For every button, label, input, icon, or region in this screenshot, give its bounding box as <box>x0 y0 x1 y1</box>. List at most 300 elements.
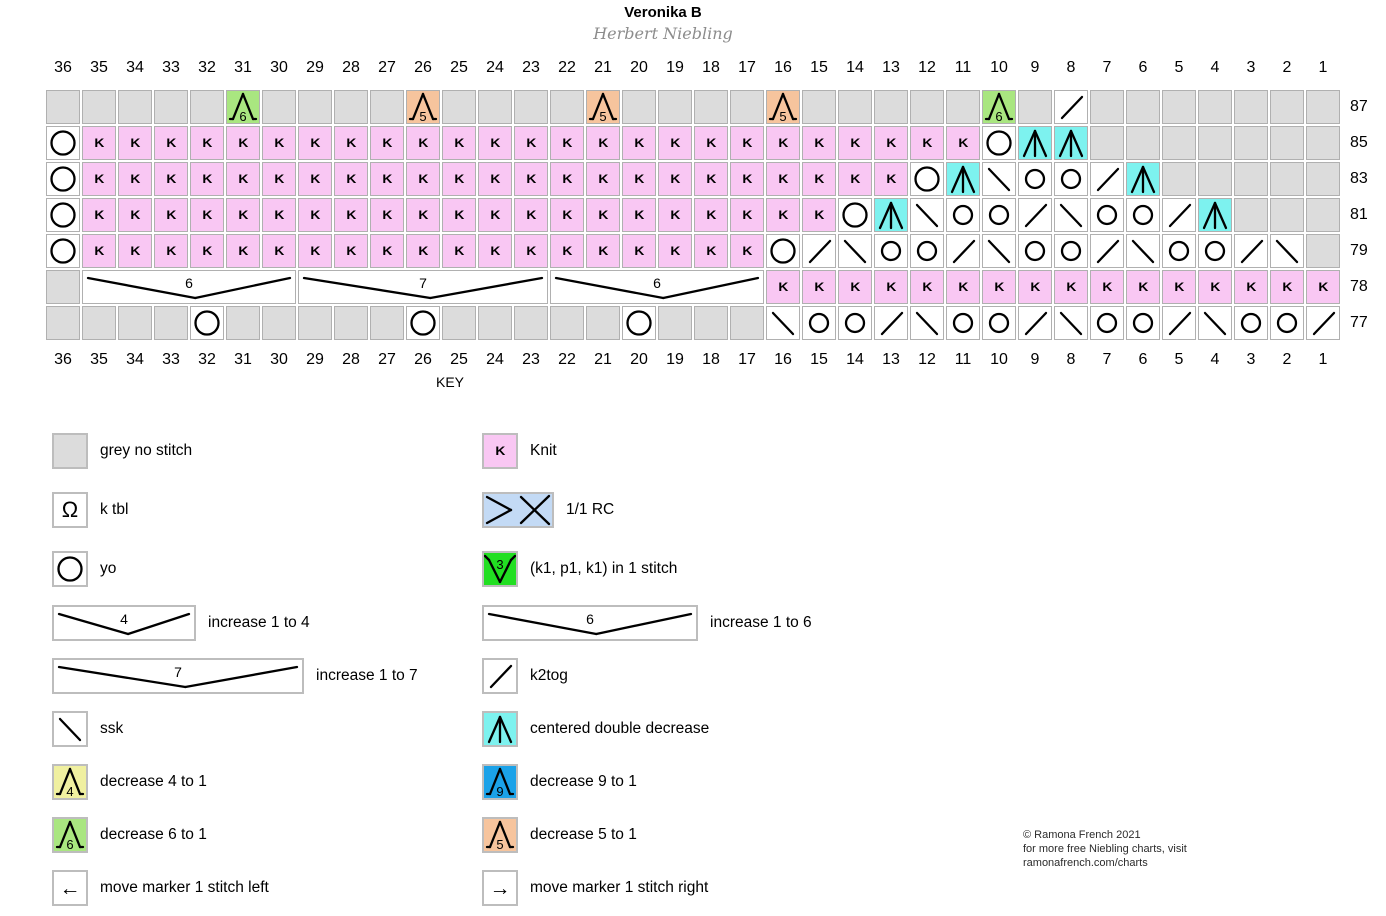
chart-cell-o <box>838 306 872 340</box>
chart-cell-k <box>694 198 728 232</box>
chart-cell-k <box>622 162 656 196</box>
legend-label: decrease 5 to 1 <box>530 826 637 843</box>
chart-cell-k <box>658 234 692 268</box>
chart-cell-o <box>802 306 836 340</box>
chart-cell-g <box>190 90 224 124</box>
column-number: 30 <box>270 59 288 76</box>
column-number: 20 <box>630 351 648 368</box>
knit-icon: K <box>382 136 392 150</box>
chart-cell-k <box>838 126 872 160</box>
column-number: 1 <box>1318 351 1328 368</box>
column-number: 5 <box>1174 351 1184 368</box>
yo-icon <box>839 307 871 339</box>
knit-icon: K <box>346 244 356 258</box>
ssk-icon <box>983 235 1015 267</box>
knit-icon: K <box>778 172 788 186</box>
knit-icon: K <box>994 280 1004 294</box>
knit-icon: K <box>670 136 680 150</box>
chart-cell-k2tog <box>874 306 908 340</box>
legend-label: Knit <box>530 442 557 459</box>
chart-cell-g <box>226 306 260 340</box>
chart-cell-o <box>1054 162 1088 196</box>
legend-item <box>482 711 709 747</box>
chart-cell-o <box>1018 162 1052 196</box>
chart-cell-k2tog <box>1162 306 1196 340</box>
svg-text:5: 5 <box>779 109 787 123</box>
chart-cell-k <box>514 198 548 232</box>
chart-cell-d5 <box>766 90 800 124</box>
chart-cell-k <box>1054 270 1088 304</box>
chart-cell-k2tog <box>1090 162 1124 196</box>
chart-cell-Y <box>46 198 80 232</box>
knit-icon: K <box>670 172 680 186</box>
knit-icon: K <box>814 208 824 222</box>
column-number: 22 <box>558 351 576 368</box>
column-number: 13 <box>882 59 900 76</box>
chart-cell-k <box>154 234 188 268</box>
knit-icon: K <box>274 208 284 222</box>
knit-icon: K <box>670 208 680 222</box>
column-number: 16 <box>774 59 792 76</box>
chart-cell-inc <box>82 270 296 304</box>
legend-label: move marker 1 stitch right <box>530 879 709 896</box>
yo-icon <box>1019 163 1051 195</box>
chart-cell-cdd <box>1198 198 1232 232</box>
knit-icon: K <box>526 244 536 258</box>
chart-author: Herbert Niebling <box>593 24 733 43</box>
chart-cell-k <box>910 126 944 160</box>
knit-icon: K <box>526 136 536 150</box>
chart-cell-cdd <box>1126 162 1160 196</box>
decrease-5-icon <box>407 91 439 123</box>
knit-icon: K <box>598 208 608 222</box>
chart-cell-k <box>82 198 116 232</box>
chart-cell-k <box>190 126 224 160</box>
legend-symbol-d6 <box>52 817 88 853</box>
chart-cell-k2tog <box>802 234 836 268</box>
chart-cell-g <box>1270 198 1304 232</box>
knit-icon: K <box>490 136 500 150</box>
chart-cell-k2tog <box>1018 198 1052 232</box>
chart-cell-g <box>298 90 332 124</box>
chart-cell-g <box>1306 126 1340 160</box>
chart-cell-g <box>730 306 764 340</box>
knit-icon: K <box>310 208 320 222</box>
chart-cell-k <box>406 126 440 160</box>
chart-cell-g <box>370 306 404 340</box>
chart-cell-k <box>118 162 152 196</box>
ssk-icon <box>767 307 799 339</box>
chart-cell-g <box>1234 162 1268 196</box>
key-heading: KEY <box>435 374 464 390</box>
chart-cell-k <box>802 126 836 160</box>
column-number: 3 <box>1246 351 1256 368</box>
chart-cell-g <box>1234 198 1268 232</box>
knit-icon: K <box>634 172 644 186</box>
legend-item <box>482 817 637 853</box>
legend-symbol-rc <box>482 492 554 528</box>
k2tog-icon <box>1235 235 1267 267</box>
chart-cell-g <box>1306 90 1340 124</box>
knit-icon: K <box>1282 280 1292 294</box>
chart-cell-g <box>1162 90 1196 124</box>
chart-cell-k <box>730 234 764 268</box>
column-number: 4 <box>1210 59 1220 76</box>
chart-cell-k <box>298 234 332 268</box>
legend-label: increase 1 to 6 <box>710 614 812 631</box>
column-number: 23 <box>522 351 540 368</box>
chart-cell-k <box>766 270 800 304</box>
legend-symbol-ktbl <box>52 492 88 528</box>
chart-cell-k <box>514 126 548 160</box>
knit-icon: K <box>1138 280 1148 294</box>
row-number: 85 <box>1350 134 1368 151</box>
legend-symbol-d4 <box>52 764 88 800</box>
chart-cell-g <box>658 306 692 340</box>
knit-icon: K <box>1066 280 1076 294</box>
chart-cell-k <box>370 126 404 160</box>
chart-cell-k <box>442 126 476 160</box>
column-number: 16 <box>774 351 792 368</box>
knit-icon: K <box>562 136 572 150</box>
yo-icon <box>1235 307 1267 339</box>
knit-icon: K <box>1318 280 1328 294</box>
chart-cell-g <box>910 90 944 124</box>
knit-icon: K <box>850 136 860 150</box>
svg-text:9: 9 <box>496 784 504 798</box>
cable-1-1-rc-icon <box>484 494 552 526</box>
knit-icon: K <box>94 244 104 258</box>
knit-icon: K <box>670 244 680 258</box>
copyright-note <box>1023 828 1187 870</box>
chart-cell-k <box>262 198 296 232</box>
yo-icon <box>54 553 86 585</box>
chart-cell-o <box>1234 306 1268 340</box>
chart-cell-Y <box>46 234 80 268</box>
knit-icon: K <box>598 136 608 150</box>
centered-double-decrease-icon <box>1127 163 1159 195</box>
knit-icon: K <box>922 136 932 150</box>
yo-icon <box>47 163 79 195</box>
knit-icon: K <box>382 244 392 258</box>
yo-icon <box>875 235 907 267</box>
legend-symbol-inc <box>52 658 304 694</box>
column-number: 6 <box>1138 351 1148 368</box>
chart-cell-g <box>46 90 80 124</box>
chart-cell-g <box>46 270 80 304</box>
chart-cell-k <box>298 162 332 196</box>
chart-cell-k <box>406 234 440 268</box>
knit-icon: K <box>1030 280 1040 294</box>
yo-icon <box>407 307 439 339</box>
chart-cell-d5 <box>406 90 440 124</box>
chart-cell-g <box>550 90 584 124</box>
chart-cell-k2tog <box>1234 234 1268 268</box>
legend-symbol-d9 <box>482 764 518 800</box>
k2tog-icon <box>947 235 979 267</box>
legend-symbol-inc <box>482 605 698 641</box>
centered-double-decrease-icon <box>875 199 907 231</box>
decrease-5-icon <box>587 91 619 123</box>
legend-item <box>482 492 614 528</box>
knit-icon: K <box>274 244 284 258</box>
knit-icon: K <box>958 280 968 294</box>
chart-cell-k <box>622 198 656 232</box>
knit-icon: K <box>706 136 716 150</box>
centered-double-decrease-icon <box>484 713 516 745</box>
knit-icon: K <box>166 136 176 150</box>
decrease-5-icon <box>767 91 799 123</box>
yo-icon <box>1091 307 1123 339</box>
column-number: 32 <box>198 351 216 368</box>
knit-icon: K <box>382 208 392 222</box>
column-number: 29 <box>306 351 324 368</box>
chart-cell-k <box>694 126 728 160</box>
column-number: 9 <box>1030 351 1040 368</box>
chart-cell-ssk <box>982 162 1016 196</box>
legend-item <box>482 870 708 906</box>
row-number: 78 <box>1350 278 1368 295</box>
chart-cell-o <box>1162 234 1196 268</box>
chart-cell-k <box>370 234 404 268</box>
k1p1k1-icon <box>484 553 516 585</box>
chart-cell-g <box>694 90 728 124</box>
legend-label: ssk <box>100 720 124 737</box>
chart-cell-ssk <box>1270 234 1304 268</box>
decrease-9-icon <box>484 766 516 798</box>
knit-icon: K <box>634 136 644 150</box>
chart-cell-g <box>874 90 908 124</box>
ssk-icon <box>54 713 86 745</box>
chart-cell-g <box>802 90 836 124</box>
yo-icon <box>1127 199 1159 231</box>
column-number: 21 <box>594 59 612 76</box>
arrow-right-icon: → <box>489 876 511 900</box>
knit-icon: K <box>166 172 176 186</box>
centered-double-decrease-icon <box>1199 199 1231 231</box>
column-number: 7 <box>1102 59 1112 76</box>
chart-cell-g <box>442 90 476 124</box>
chart-cell-k <box>118 198 152 232</box>
chart-cell-k <box>334 162 368 196</box>
arrow-left-icon: ← <box>59 876 81 900</box>
chart-cell-k <box>550 126 584 160</box>
chart-cell-g <box>1234 90 1268 124</box>
column-number: 2 <box>1282 59 1292 76</box>
column-number: 18 <box>702 59 720 76</box>
column-number: 9 <box>1030 59 1040 76</box>
chart-cell-g <box>1234 126 1268 160</box>
chart-cell-k <box>298 126 332 160</box>
legend-symbol-d5 <box>482 817 518 853</box>
chart-cell-o <box>982 306 1016 340</box>
legend-item <box>482 764 637 800</box>
chart-cell-k <box>154 198 188 232</box>
chart-cell-o <box>1270 306 1304 340</box>
column-number: 24 <box>486 351 504 368</box>
chart-cell-ssk <box>838 234 872 268</box>
k2tog-icon <box>1055 91 1087 123</box>
knit-icon: K <box>706 244 716 258</box>
knit-icon: K <box>418 172 428 186</box>
chart-cell-g <box>1198 126 1232 160</box>
yo-icon <box>767 235 799 267</box>
knit-icon: K <box>1246 280 1256 294</box>
column-number: 12 <box>918 59 936 76</box>
ssk-icon <box>911 307 943 339</box>
stitch-chart-grid <box>46 90 1340 340</box>
decrease-6-icon <box>983 91 1015 123</box>
chart-cell-k <box>370 198 404 232</box>
chart-cell-Y <box>46 162 80 196</box>
row-number: 83 <box>1350 170 1368 187</box>
knit-icon: K <box>814 172 824 186</box>
knit-icon: K <box>202 172 212 186</box>
chart-cell-Y <box>190 306 224 340</box>
ssk-icon <box>983 163 1015 195</box>
knit-icon: K <box>634 244 644 258</box>
knit-icon: K <box>1174 280 1184 294</box>
legend-symbol-Y <box>52 551 88 587</box>
chart-cell-Y <box>838 198 872 232</box>
chart-cell-g <box>838 90 872 124</box>
chart-cell-k <box>1198 270 1232 304</box>
yo-icon <box>1271 307 1303 339</box>
k2tog-icon <box>1163 307 1195 339</box>
yo-icon <box>911 163 943 195</box>
chart-cell-k <box>802 270 836 304</box>
chart-cell-g <box>514 306 548 340</box>
chart-cell-k <box>550 234 584 268</box>
svg-text:5: 5 <box>599 109 607 123</box>
yo-icon <box>1163 235 1195 267</box>
knit-icon: K <box>814 136 824 150</box>
chart-cell-inc <box>298 270 548 304</box>
chart-cell-k <box>226 162 260 196</box>
ssk-icon <box>1055 199 1087 231</box>
row-number: 81 <box>1350 206 1368 223</box>
legend-label: increase 1 to 7 <box>316 667 418 684</box>
column-number: 8 <box>1066 351 1076 368</box>
knit-icon: K <box>382 172 392 186</box>
chart-cell-g <box>1162 162 1196 196</box>
row-number: 87 <box>1350 98 1368 115</box>
increase-icon <box>85 271 293 303</box>
chart-cell-k <box>262 234 296 268</box>
chart-cell-g <box>334 306 368 340</box>
k-tbl-icon: Ω <box>61 497 79 522</box>
chart-cell-k <box>226 126 260 160</box>
column-number: 27 <box>378 59 396 76</box>
chart-cell-g <box>334 90 368 124</box>
chart-cell-k <box>1306 270 1340 304</box>
chart-cell-o <box>1126 198 1160 232</box>
chart-cell-k <box>730 198 764 232</box>
chart-cell-k <box>298 198 332 232</box>
ssk-icon <box>1055 307 1087 339</box>
chart-cell-k <box>478 126 512 160</box>
chart-cell-g <box>946 90 980 124</box>
column-number: 28 <box>342 351 360 368</box>
chart-cell-k <box>514 234 548 268</box>
legend-symbol-cdd <box>482 711 518 747</box>
knit-icon: K <box>778 280 788 294</box>
chart-cell-g <box>1090 126 1124 160</box>
column-number: 10 <box>990 351 1008 368</box>
column-number: 23 <box>522 59 540 76</box>
knit-icon: K <box>958 136 968 150</box>
chart-cell-Y <box>406 306 440 340</box>
chart-cell-g <box>154 90 188 124</box>
yo-icon <box>1127 307 1159 339</box>
column-number: 1 <box>1318 59 1328 76</box>
chart-cell-k2tog <box>1090 234 1124 268</box>
decrease-6-icon <box>227 91 259 123</box>
legend-symbol-k2tog <box>482 658 518 694</box>
chart-cell-g <box>1270 162 1304 196</box>
chart-cell-k <box>838 270 872 304</box>
column-number: 19 <box>666 351 684 368</box>
ssk-icon <box>911 199 943 231</box>
legend-item <box>52 551 116 587</box>
chart-cell-k <box>82 162 116 196</box>
yo-icon <box>47 199 79 231</box>
chart-cell-k <box>658 198 692 232</box>
knit-icon: K <box>130 208 140 222</box>
knit-icon: K <box>886 172 896 186</box>
knit-icon: K <box>130 172 140 186</box>
chart-cell-k <box>910 270 944 304</box>
chart-cell-g <box>658 90 692 124</box>
chart-cell-k <box>622 234 656 268</box>
chart-cell-g <box>1126 126 1160 160</box>
knit-icon: K <box>166 244 176 258</box>
chart-cell-o <box>1090 198 1124 232</box>
chart-cell-d5 <box>586 90 620 124</box>
legend-label: grey no stitch <box>100 442 193 459</box>
column-number: 6 <box>1138 59 1148 76</box>
chart-cell-k <box>586 198 620 232</box>
svg-text:4: 4 <box>66 784 74 798</box>
chart-cell-k <box>190 198 224 232</box>
knit-icon: K <box>1210 280 1220 294</box>
chart-cell-Y <box>982 126 1016 160</box>
knit-icon: K <box>562 172 572 186</box>
knit-icon: K <box>202 244 212 258</box>
knit-icon: K <box>562 208 572 222</box>
knit-icon: K <box>454 244 464 258</box>
chart-cell-k <box>586 126 620 160</box>
knit-icon: K <box>814 280 824 294</box>
legend-label: decrease 4 to 1 <box>100 773 207 790</box>
chart-cell-g <box>1306 162 1340 196</box>
chart-cell-k <box>946 270 980 304</box>
chart-cell-g <box>694 306 728 340</box>
yo-icon <box>1055 163 1087 195</box>
chart-cell-ssk <box>1198 306 1232 340</box>
column-number: 27 <box>378 351 396 368</box>
knit-icon: K <box>274 136 284 150</box>
chart-cell-ssk <box>910 198 944 232</box>
chart-cell-k <box>622 126 656 160</box>
chart-cell-cdd <box>946 162 980 196</box>
chart-cell-g <box>1198 90 1232 124</box>
chart-cell-k <box>730 162 764 196</box>
knit-icon: K <box>562 244 572 258</box>
chart-cell-k <box>982 270 1016 304</box>
column-number: 5 <box>1174 59 1184 76</box>
chart-cell-g <box>586 306 620 340</box>
